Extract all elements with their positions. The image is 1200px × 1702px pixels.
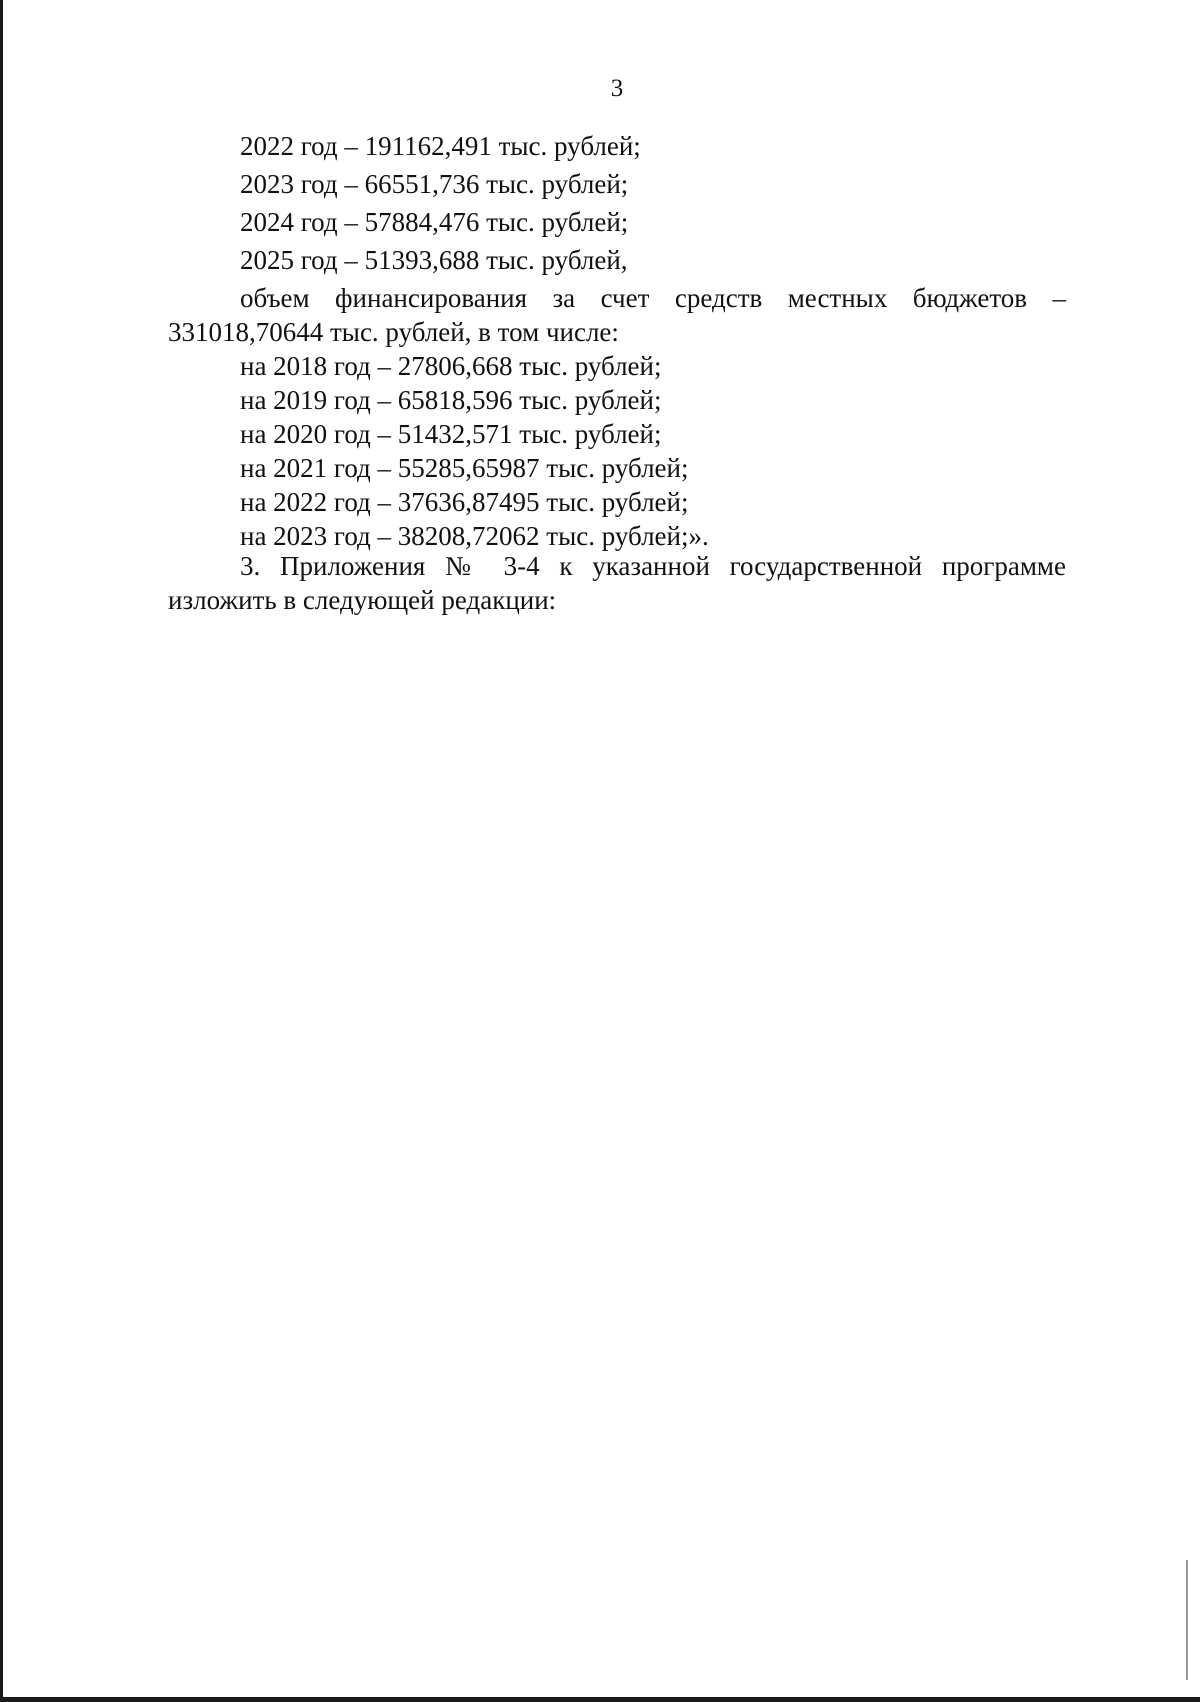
scan-edge-bottom: [0, 1697, 1200, 1702]
local-budget-line-2021: на 2021 год – 55285,65987 тыс. рублей;: [240, 453, 689, 483]
page-number: 3: [610, 75, 624, 102]
scan-edge-left: [0, 0, 3, 1702]
local-budget-intro-line2: 331018,70644 тыс. рублей, в том числе:: [168, 317, 619, 347]
local-budget-intro-line1: объем финансирования за счет средств местных бюджетов –: [240, 283, 1066, 313]
local-budget-line-2023: на 2023 год – 38208,72062 тыс. рублей;».: [240, 521, 709, 551]
local-budget-line-2020: на 2020 год – 51432,571 тыс. рублей;: [240, 419, 662, 449]
local-budget-line-2022: на 2022 год – 37636,87495 тыс. рублей;: [240, 487, 689, 517]
item-3-line2: изложить в следующей редакции:: [168, 585, 557, 615]
budget-line-2025: 2025 год – 51393,688 тыс. рублей,: [240, 245, 628, 275]
budget-line-2023: 2023 год – 66551,736 тыс. рублей;: [240, 169, 629, 199]
local-budget-line-2018: на 2018 год – 27806,668 тыс. рублей;: [240, 351, 662, 381]
item-3-line1: 3. Приложения № 3-4 к указанной государственной программе: [240, 551, 1066, 581]
scan-edge-right: [1186, 1560, 1188, 1680]
budget-line-2022: 2022 год – 191162,491 тыс. рублей;: [240, 131, 641, 161]
budget-line-2024: 2024 год – 57884,476 тыс. рублей;: [240, 207, 629, 237]
local-budget-line-2019: на 2019 год – 65818,596 тыс. рублей;: [240, 385, 662, 415]
